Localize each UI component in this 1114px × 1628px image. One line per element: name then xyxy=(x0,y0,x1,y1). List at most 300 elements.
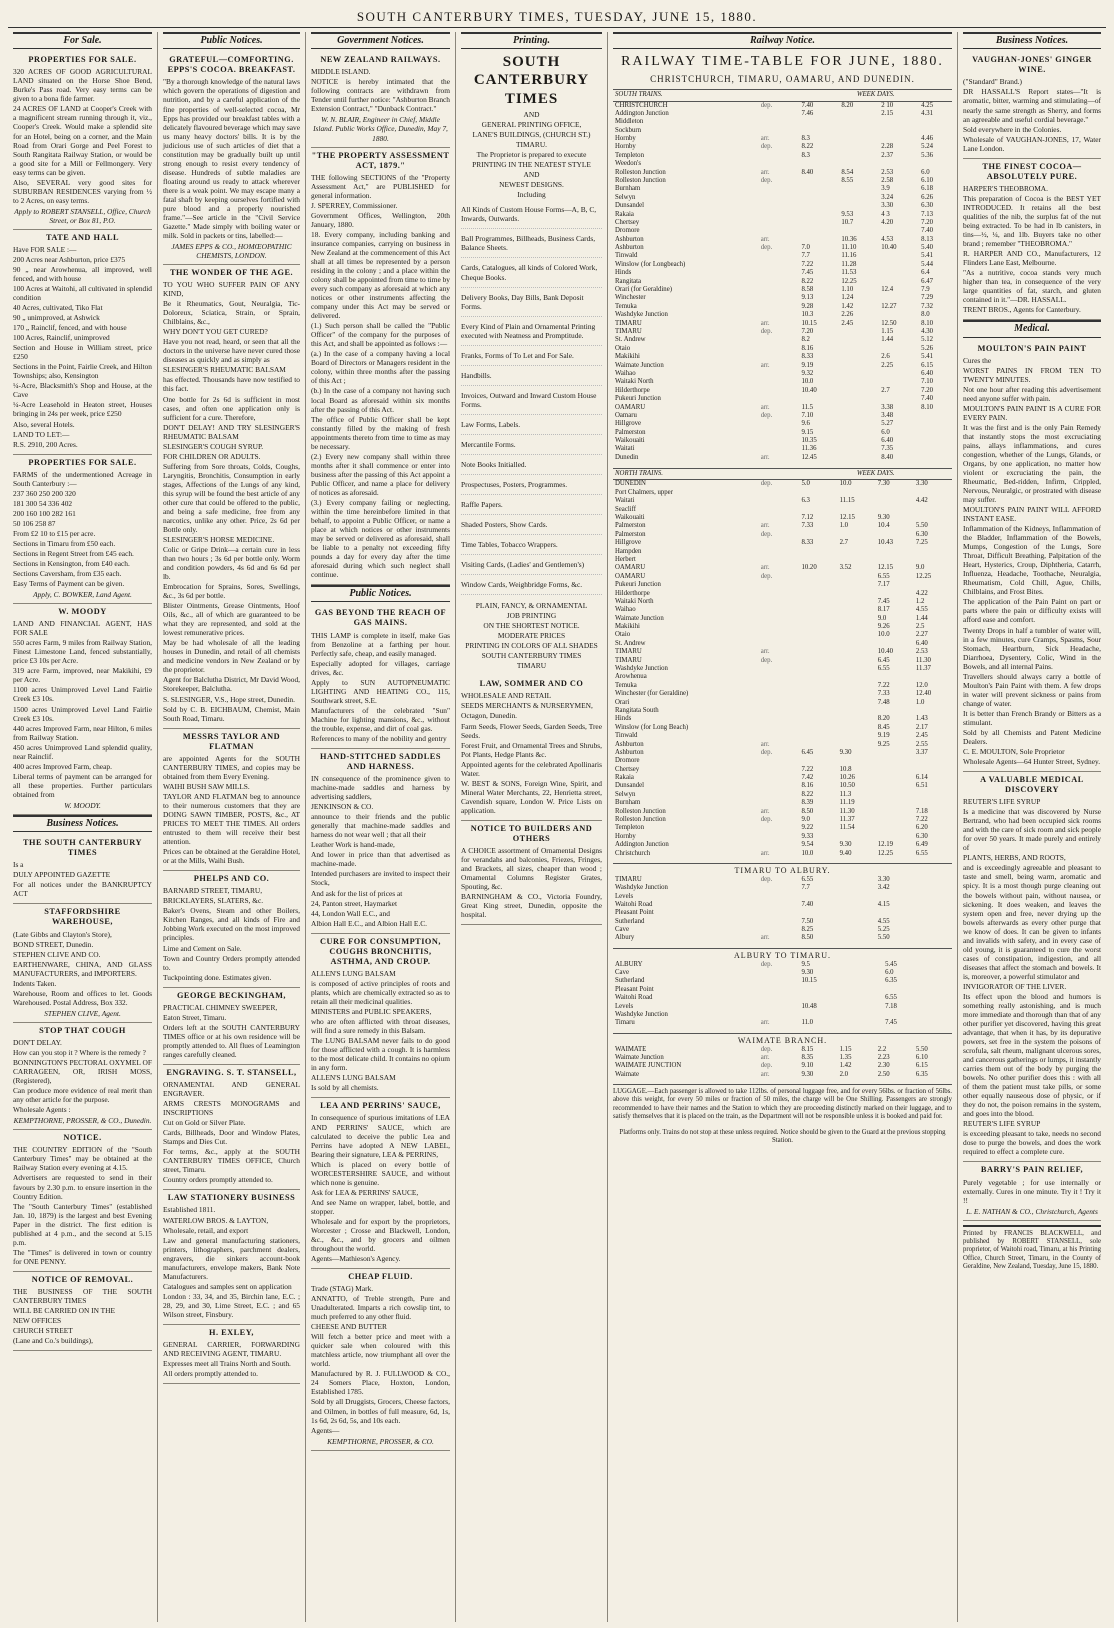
ad-line: THE BUSINESS OF THE SOUTH CANTERBURY TIMES xyxy=(13,1286,152,1305)
ad-line: Travellers should always carry a bottle of Moulton's Pain Paint with them. A few drops in water will prevent sickness or pains from change of water. xyxy=(963,671,1101,708)
train-time: 6.20 xyxy=(915,824,928,832)
train-time: 1.15 xyxy=(881,328,894,335)
train-time xyxy=(799,615,837,623)
train-time xyxy=(914,707,952,715)
train-time: 1.24 xyxy=(841,294,854,302)
ad-line: Country orders promptly attended to. xyxy=(163,1175,273,1185)
ad-list xyxy=(963,52,1101,320)
train-time xyxy=(799,606,837,614)
ad-line: Sold by all Druggists, Grocers, Cheese factors, and Oilmen, in bottles of full measure, 6d, 1s, 1s 6d, 2s 6d, 5s, and 10s each. xyxy=(311,1397,450,1425)
train-time: 2.58 xyxy=(881,176,894,184)
ad-line: Established 1811. xyxy=(163,1205,216,1215)
train-time xyxy=(879,127,919,135)
train-time xyxy=(876,766,914,774)
ad-line: Sold by C. B. EICHBAUM, Chemist, Main South Road, Timaru. xyxy=(163,704,300,723)
table-row xyxy=(613,740,952,748)
station-name: Arowhenua xyxy=(615,673,647,681)
advertisement xyxy=(163,265,300,729)
table-row xyxy=(613,336,952,344)
ad-line: Eaton Street, Timaru. xyxy=(163,1012,227,1022)
ad-line: SLESINGER'S HORSE MEDICINE. xyxy=(163,534,275,544)
train-time: 5.50 xyxy=(877,934,890,942)
train-time: 7.18 xyxy=(885,1002,897,1010)
text-line: PRINTING IN COLORS OF ALL SHADES xyxy=(465,641,598,651)
advertisement xyxy=(963,52,1101,158)
arr-dep xyxy=(759,631,800,639)
train-time xyxy=(876,589,914,597)
section-heading: Government Notices. xyxy=(311,32,450,49)
train-time: 5.0 xyxy=(801,480,810,488)
train-time xyxy=(914,799,952,807)
ad-list xyxy=(963,341,1101,1221)
train-time: 4.20 xyxy=(881,218,894,226)
ad-line: BARNARD STREET, TIMARU, xyxy=(163,886,263,896)
ad-title: THE WONDER OF THE AGE. xyxy=(169,268,294,278)
arr-dep: arr. xyxy=(760,319,770,327)
train-time: 3.30 xyxy=(915,480,928,488)
train-time: 9.32 xyxy=(801,369,814,377)
advertisement xyxy=(963,159,1101,321)
ad-line: THIS LAMP is complete in itself, make Gas from Benzoline at a farthing per hour. Perfectly safe, cheap, and easily managed. xyxy=(311,630,450,658)
station-name: Seacliff xyxy=(615,505,637,513)
text-line: TIMARU. xyxy=(516,140,547,150)
table-row xyxy=(613,244,952,252)
ad-line: 200 160 100 282 161 xyxy=(13,508,76,518)
train-time: 12.27 xyxy=(881,302,897,310)
ad-line: 1100 acres Unimproved Level Land Fairlie Creek £3 10s. xyxy=(13,685,152,704)
station-name: Washdyke Junction xyxy=(615,665,668,673)
train-time: 2.26 xyxy=(841,311,854,319)
ad-title: BARRY'S PAIN RELIEF, xyxy=(980,1165,1084,1175)
train-time: 8.45 xyxy=(877,723,890,731)
advertisement xyxy=(13,835,152,904)
ad-title: PROPERTIES FOR SALE. xyxy=(28,457,137,467)
arr-dep xyxy=(759,252,800,260)
ad-line: Is sold by all chemists. xyxy=(311,1083,379,1093)
train-time xyxy=(914,506,952,514)
ad-body xyxy=(13,67,152,204)
train-time xyxy=(879,345,919,353)
ad-title: NOTICE. xyxy=(63,1133,102,1143)
station-name: Pleasant Point xyxy=(615,909,654,917)
train-time: 10.15 xyxy=(801,977,817,985)
ad-body xyxy=(163,1340,300,1378)
ad-title: MOULTON'S PAIN PAINT xyxy=(977,343,1087,353)
ad-line: TO YOU WHO SUFFER PAIN OF ANY KIND, xyxy=(163,280,300,299)
arr-dep xyxy=(759,926,800,934)
station-name: Winchester (for Geraldine) xyxy=(615,690,689,698)
table-row xyxy=(613,378,952,386)
train-time xyxy=(839,160,879,168)
arr-dep: arr. xyxy=(760,235,770,243)
ad-line: WHY DON'T YOU GET CURED? xyxy=(163,327,268,337)
ad-line: BARNINGHAM & CO., Victoria Foundry, Great King street, Dunedin, opposite the hospital. xyxy=(461,892,602,920)
train-time xyxy=(839,403,879,411)
station-name: TIMARU xyxy=(615,648,642,656)
arr-dep xyxy=(759,724,800,732)
advertisement xyxy=(13,1272,152,1351)
train-time: 1.43 xyxy=(915,715,928,723)
table-row xyxy=(613,548,952,556)
train-time xyxy=(839,454,879,462)
train-time: 5.26 xyxy=(921,344,934,352)
station-name: Rolleston Junction xyxy=(615,807,666,815)
station-name: Dromore xyxy=(615,757,640,765)
table-row xyxy=(613,311,952,319)
ad-line: Wholesale, retail, and export xyxy=(163,1225,249,1235)
ad-body xyxy=(13,1038,152,1114)
text-line: Law Forms, Labels. xyxy=(461,415,602,435)
train-time xyxy=(838,732,876,740)
text-line: ON THE SHORTEST NOTICE. xyxy=(483,621,580,631)
text-line: Delivery Books, Day Bills, Bank Deposit Forms. xyxy=(461,288,602,317)
ad-line: ¼-Acre Leasehold in Heaton street, Houses bringing in 24s per week, price £250 xyxy=(13,400,152,419)
arr-dep xyxy=(759,732,800,740)
ad-line: Wholesale and for export by the proprietors, Worcester ; Crosse and Blackwell, London, &c., &c., and by grocers and oilmen throughout the world. xyxy=(311,1216,450,1253)
table-row xyxy=(613,901,952,909)
ad-line: MOULTON'S PAIN PAINT WILL AFFORD INSTANT EASE. xyxy=(963,505,1101,524)
station-name: Pukeuri Junction xyxy=(615,581,661,589)
arr-dep xyxy=(759,884,800,892)
ad-line: WATERLOW BROS. & LAYTON, xyxy=(163,1215,269,1225)
train-time xyxy=(838,606,876,614)
section-title: WAIMATE BRANCH. xyxy=(613,1033,952,1046)
ad-signature: KEMPTHORNE, PROSSER, & CO., Dunedin. xyxy=(13,1116,152,1126)
station-name: Rakaia xyxy=(615,774,634,782)
train-time: 10.20 xyxy=(801,564,817,572)
arr-dep xyxy=(759,766,800,774)
train-time: 7.33 xyxy=(877,690,890,698)
arr-dep xyxy=(759,185,800,193)
train-time: 6.35 xyxy=(915,1070,928,1078)
station-name: Albury xyxy=(615,934,635,942)
ad-line: 400 acres Improved Farm, cheap. xyxy=(13,761,112,771)
ad-line: Agent for Balclutha District, Mr David Wood, Storekeeper, Balclutha. xyxy=(163,675,300,694)
train-time: 7.40 xyxy=(801,900,814,908)
arr-dep xyxy=(759,152,800,160)
table-row xyxy=(613,994,952,1002)
train-time xyxy=(839,118,879,126)
ad-line: Intended purchasers are invited to inspect their Stock, xyxy=(311,869,450,888)
arr-dep: arr. xyxy=(760,564,770,572)
ad-line: Baker's Ovens, Steam and other Boilers, Kitchen Ranges, and all kinds of Fire and Jobbing Work executed on the most improved principles. xyxy=(163,906,300,943)
ad-line: who are often afflicted with throat diseases, will find a sure remedy in this Balsam. xyxy=(311,1017,450,1036)
arr-dep: dep. xyxy=(760,244,773,252)
train-time: 2.7 xyxy=(839,539,849,547)
train-time: 11.3 xyxy=(839,790,852,798)
ad-title: THE FINEST COCOA—ABSOLUTELY PURE. xyxy=(982,161,1082,181)
ad-line: 100 Acres, Rainclif, unimproved xyxy=(13,333,110,343)
text-line: AND xyxy=(523,110,540,120)
train-time xyxy=(919,429,952,437)
train-time: 5.50 xyxy=(915,522,928,530)
train-time xyxy=(799,892,875,900)
ad-line: The "South Canterbury Times" (established Jan. 10, 1879) is the largest and best Evening Paper in the district. The first edition is published at 4 p.m., and the second at 5.15 p.m. xyxy=(13,1201,152,1247)
table-row xyxy=(613,564,952,572)
ad-line: (b.) In the case of a company not having such local Board as aforesaid within six months after the passing of this Act. xyxy=(311,386,450,414)
train-time: 3.52 xyxy=(839,564,852,572)
arr-dep: dep. xyxy=(760,960,773,968)
ad-line: REUTER'S LIFE SYRUP xyxy=(963,797,1041,807)
column-railway xyxy=(608,32,958,1622)
train-time: 9.22 xyxy=(801,824,814,832)
section-heading: Medical. xyxy=(963,320,1101,337)
train-time xyxy=(799,673,837,681)
arr-dep: dep. xyxy=(760,1062,773,1070)
arr-dep xyxy=(759,219,800,227)
table-row xyxy=(613,437,952,445)
station-name: Rangitata xyxy=(615,277,642,285)
train-time xyxy=(839,336,879,344)
train-time: 2.27 xyxy=(915,631,928,639)
table-row xyxy=(613,707,952,715)
arr-dep xyxy=(759,623,800,631)
ad-line: The "Times" is delivered in town or country for ONE PENNY. xyxy=(13,1247,152,1266)
arr-dep xyxy=(759,261,800,269)
arr-dep xyxy=(759,918,800,926)
table-row xyxy=(613,892,952,900)
train-time: 10.35 xyxy=(801,437,817,445)
printing-title: SOUTH CANTERBURY TIMES xyxy=(473,54,590,107)
ad-body xyxy=(963,356,1101,766)
ad-body xyxy=(13,470,152,588)
table-row xyxy=(613,152,952,160)
train-time: 10.48 xyxy=(801,1002,817,1010)
train-time: 8.22 xyxy=(801,277,814,285)
advertisement xyxy=(311,934,450,1099)
station-name: Chertsey xyxy=(615,765,640,773)
train-time: 6.51 xyxy=(915,782,928,790)
station-name: Hornby xyxy=(615,135,636,143)
train-time xyxy=(799,194,839,202)
train-time: 4.25 xyxy=(921,101,934,109)
station-name: Sutherland xyxy=(615,917,645,925)
table-row xyxy=(613,766,952,774)
ad-line: Colic or Gripe Drink—a certain cure in less than two hours ; 3s 6d per bottle only. Worm and condition powders, 4s 6d and 6s 6d per lb. xyxy=(163,545,300,582)
train-time xyxy=(799,219,839,227)
arr-dep: dep. xyxy=(760,328,773,335)
train-time: 2.53 xyxy=(915,648,928,656)
arr-dep xyxy=(759,969,800,977)
train-time: 5.45 xyxy=(885,960,897,968)
ad-body xyxy=(13,860,152,898)
ad-line: Will fetch a better price and meet with a quicker sale when coloured with this matchless article, now triumphant all over the world. xyxy=(311,1332,450,1369)
station-name: Sockburn xyxy=(615,126,642,134)
ad-line: Easy Terms of Payment can be given. xyxy=(13,579,125,589)
ad-line: MOULTON'S PAIN PAINT IS A CURE FOR EVERY PAIN. xyxy=(963,403,1101,422)
train-time: 4.15 xyxy=(877,900,890,908)
train-time: 12.15 xyxy=(877,564,894,572)
table-row xyxy=(613,1071,952,1079)
train-time xyxy=(799,127,839,135)
table-row xyxy=(613,227,952,235)
train-time xyxy=(799,556,837,564)
train-time xyxy=(876,757,914,765)
train-time xyxy=(799,657,837,665)
train-time: 9.30 xyxy=(877,513,890,521)
ad-line: 90 „ unimproved, at Ashwick xyxy=(13,313,100,323)
station-name: Pukeuri Junction xyxy=(615,395,661,403)
train-time: 9.13 xyxy=(801,294,814,302)
train-time: 1.42 xyxy=(839,1062,852,1070)
ad-line: IN consequence of the prominence given to machine-made saddles and harness by advertising saddlers, xyxy=(311,774,450,802)
train-time: 5.25 xyxy=(877,926,890,934)
train-time xyxy=(839,127,879,135)
ad-line: 237 360 250 200 320 xyxy=(13,488,76,498)
station-name: Waimate Junction xyxy=(615,1053,664,1061)
train-time xyxy=(799,994,883,1002)
station-name: Ashburton xyxy=(615,244,644,252)
train-time: 7.22 xyxy=(877,681,890,689)
arr-dep: dep. xyxy=(760,1045,773,1053)
train-time: 10.40 xyxy=(801,386,817,394)
train-time: 6.18 xyxy=(921,185,934,193)
train-time xyxy=(914,581,952,589)
train-time xyxy=(799,227,839,235)
train-time: 1.15 xyxy=(839,1045,852,1053)
train-time xyxy=(799,236,839,244)
ad-line: "As a nutritive, cocoa stands very much higher than tea, in consequence of the very large quantities of fat, starch, and gluten contained in it."—DR. HASSALL. xyxy=(963,268,1101,305)
station-name: Dunsandel xyxy=(615,782,645,790)
train-time xyxy=(838,724,876,732)
train-time: 4.55 xyxy=(877,917,890,925)
station-name: Winslow (for Long Beach) xyxy=(615,723,689,731)
arr-dep xyxy=(759,311,800,319)
ad-line: ("Standard" Brand.) xyxy=(963,77,1022,87)
text-line: The Proprietor is prepared to execute xyxy=(476,150,587,160)
train-time: 6.40 xyxy=(881,437,894,445)
ad-signature: W. N. BLAIR, Engineer in Chief, Middle Island. Public Works Office, Dunedin, May 7, 1880. xyxy=(313,115,448,143)
ad-line: Agents— xyxy=(311,1425,340,1435)
ad-title: VAUGHAN-JONES' GINGER WINE. xyxy=(972,55,1092,75)
train-time: 9.6 xyxy=(801,420,810,428)
train-time: 11.36 xyxy=(801,445,817,453)
train-time: 7.10 xyxy=(921,378,934,386)
station-name: Winslow (for Longbeach) xyxy=(615,260,686,268)
train-time: 10.0 xyxy=(839,480,852,488)
text-line: LANE'S BUILDINGS, (CHURCH ST.) xyxy=(472,130,591,140)
train-time: 6.55 xyxy=(877,572,890,580)
station-name: Addington Junction xyxy=(615,841,669,849)
ad-body xyxy=(13,1287,152,1345)
station-name: CHRISTCHURCH xyxy=(615,101,668,109)
table-row xyxy=(613,236,952,244)
arr-dep: arr. xyxy=(760,135,770,143)
ad-line: (3.) Every company failing or neglecting, within the time hereinbefore limited in that behalf, to appoint a Public Officer, or name a place at which notices or other instruments may be served or delivered as aforesaid, shall be liable to a penalty not exceeding fifty pounds a day for every day after the time aforesaid during which such neglect shall continue. xyxy=(311,497,450,580)
train-time: 7.40 xyxy=(921,395,934,403)
ad-title: W. MOODY xyxy=(58,607,107,617)
train-time: 10.26 xyxy=(839,774,855,782)
train-time: 4.42 xyxy=(915,497,928,505)
train-time: 9.0 xyxy=(877,614,887,622)
station-name: Orari xyxy=(615,698,630,706)
train-time xyxy=(879,370,919,378)
station-name: Levels xyxy=(615,892,634,900)
arr-dep xyxy=(759,556,800,564)
ad-line: Wholesale of VAUGHAN-JONES, 17, Water Lane London. xyxy=(963,134,1101,153)
arr-dep: dep. xyxy=(760,875,773,883)
train-time xyxy=(919,454,952,462)
station-name: Cave xyxy=(615,926,629,934)
ad-line: Town and Country Orders promptly attended to. xyxy=(163,953,300,972)
ad-line: 200 Acres near Ashburton, price £375 xyxy=(13,254,126,264)
train-time: 2.53 xyxy=(881,168,894,176)
table-row xyxy=(613,961,952,969)
train-time: 6.3 xyxy=(801,497,810,505)
ad-line: Sections in Timaru from £50 each. xyxy=(13,538,116,548)
table-row xyxy=(613,454,952,462)
station-name: Waitaki North xyxy=(615,597,654,605)
train-time xyxy=(838,506,876,514)
train-time: 6.0 xyxy=(921,168,930,176)
table-row xyxy=(613,926,952,934)
ad-line: W. BEST & SONS, Foreign Wine, Spirit, and Mineral Water Merchants, 22, Henrietta street, Cavendish square, London W. Price Lists on application. xyxy=(461,778,602,815)
text-line: Every Kind of Plain and Ornamental Printing executed with Neatness and Promptitude. xyxy=(461,317,602,346)
arr-dep: dep. xyxy=(760,143,773,151)
arr-dep xyxy=(759,581,800,589)
train-time: 9.28 xyxy=(801,302,814,310)
table-row xyxy=(613,489,952,497)
train-time xyxy=(876,489,914,497)
train-time: 8.54 xyxy=(841,168,854,176)
train-time xyxy=(839,353,879,361)
ad-line: Apply to SUN AUTOPNEUMATIC LIGHTING AND HEATING CO., 115, Southwark street, S.E. xyxy=(311,677,450,705)
train-time xyxy=(838,631,876,639)
section-heading: Public Notices. xyxy=(311,585,450,602)
train-time: 8.40 xyxy=(801,168,814,176)
ad-title: NOTICE TO BUILDERS AND OTHERS xyxy=(470,823,593,843)
train-time: 11.5 xyxy=(801,403,814,411)
train-time xyxy=(883,986,952,994)
table-row xyxy=(613,286,952,294)
arr-dep: dep. xyxy=(760,816,773,824)
train-time: 5.24 xyxy=(921,143,934,151)
station-name: Hinds xyxy=(615,269,632,277)
ad-line: 24 ACRES OF LAND at Cooper's Creek with a magnificent stream running through it, viz., Cooper's Creek. Would make a splendid site for an Hotel, being on a corner, and the Main Road from Orari Gorge and Peel Forest to South Rangitata Railway Station, or would be a good site for a Mill or Fellmongery. Very easy terms can be given. xyxy=(13,104,152,177)
table-row xyxy=(613,876,952,884)
arr-dep: arr. xyxy=(760,849,770,857)
train-time: 9.10 xyxy=(801,1062,814,1070)
train-time: 1.10 xyxy=(841,286,854,294)
text-line: Time Tables, Tobacco Wrappers. xyxy=(461,535,602,555)
train-time xyxy=(838,615,876,623)
train-time: 10.8 xyxy=(839,765,852,773)
north-trains-table xyxy=(613,468,952,858)
station-name: Ashburton xyxy=(615,235,644,243)
arr-dep: dep. xyxy=(760,572,773,580)
train-time: 2.17 xyxy=(915,723,928,731)
table-row xyxy=(613,648,952,656)
text-line: Handbills. xyxy=(461,366,602,386)
ad-line: INVIGORATOR OF THE LIVER. xyxy=(963,981,1067,991)
column-for-sale xyxy=(8,32,158,1622)
train-time: 7.40 xyxy=(921,227,934,235)
station-name: Timaru xyxy=(615,1019,635,1027)
table-row xyxy=(613,1054,952,1062)
train-time xyxy=(914,766,952,774)
ad-title: STAFFORDSHIRE WAREHOUSE, xyxy=(44,907,121,927)
ad-line: 90 „ near Arowhenua, all improved, well fenced, and with house xyxy=(13,265,152,284)
train-time: 9.30 xyxy=(839,841,852,849)
train-time: 2.55 xyxy=(915,740,928,748)
train-time: 11.0 xyxy=(801,1019,814,1027)
text-line: Franks, Forms of To Let and For Sale. xyxy=(461,346,602,366)
ad-line: WHOLESALE AND RETAIL xyxy=(461,691,552,701)
train-time: 1.44 xyxy=(881,336,894,344)
station-name: Addington Junction xyxy=(615,109,669,117)
train-time: 12.4 xyxy=(881,286,894,294)
train-time: 9.19 xyxy=(801,361,814,369)
